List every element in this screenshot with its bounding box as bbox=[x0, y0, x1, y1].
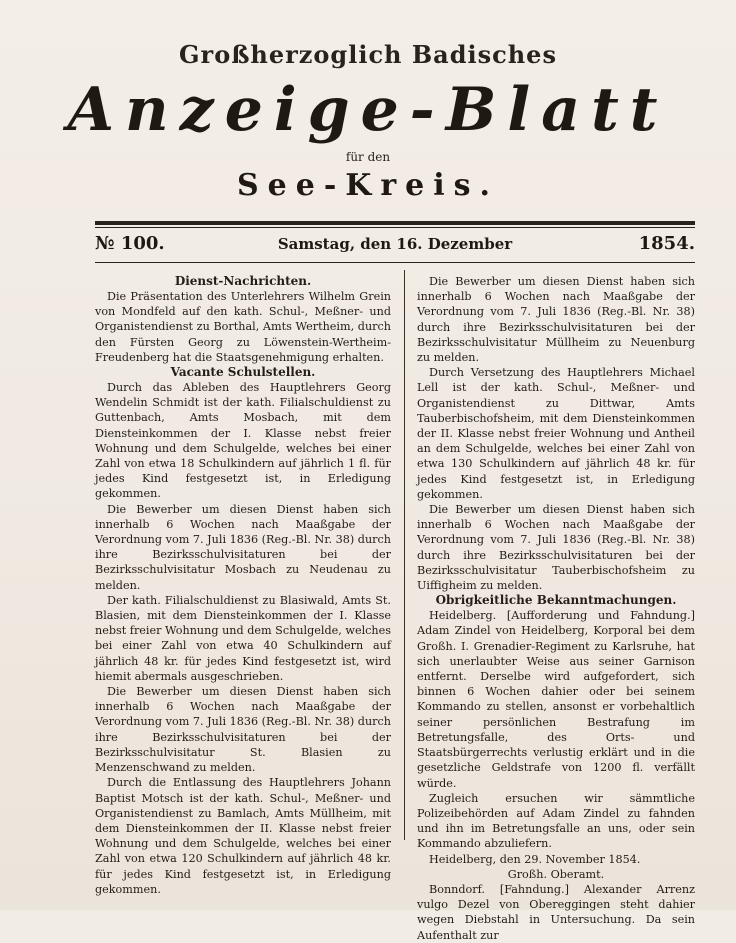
header-rule-thin bbox=[95, 227, 695, 228]
masthead-fur-den: für den bbox=[345, 150, 391, 164]
issue-number: № 100. bbox=[95, 233, 165, 254]
masthead-kreis: See-Kreis. bbox=[237, 168, 499, 203]
paragraph: Der kath. Filialschuldienst zu Blasiwald, Amts St. Blasien, mit dem Diensteinkommen der I. Klasse nebst freier Wohnung und dem Schulgelde, welches bei einer Zahl von etwa 40 Schulkindern auf jährlich 48 kr. für jedes Kind festgesetzt ist, wird hiemit abermals ausgeschrieben. bbox=[95, 593, 391, 683]
signature: Großh. Oberamt. bbox=[507, 867, 605, 881]
paragraph: Durch Versetzung des Hauptlehrers Michael Lell ist der kath. Schul-, Meßner- und Organistendienst zu Dittwar, Amts Tauberbischofsheim, mit dem Diensteinkommen der II. Klasse nebst freier Wohnung und Antheil an dem Schulgelde, welches bei einer Zahl von etwa 130 Schulkindern auf jährlich 48 kr. für jedes Kind festgesetzt ist, in Erledigung gekommen. bbox=[417, 366, 695, 501]
paragraph: Heidelberg. [Aufforderung und Fahndung.] Adam Zindel von Heidelberg, Korporal bei dem Großh. I. Grenadier-Regiment zu Karlsruhe, hat sich unerlaubter Weise aus seiner Garnison entfernt. Derselbe wird aufgefordert, sich binnen 6 Wochen dahier oder bei seinem Kommando zu stellen, ansonst er vorbehaltlich seiner persönlichen Bestrafung im Betretungsfalle, des Orts- und Staatsbürgerrechts verlustig erklärt und in die gesetzliche Geldstrafe von 1200 fl. verfällt würde. bbox=[417, 609, 695, 790]
column-divider bbox=[404, 270, 405, 840]
paragraph: Heidelberg, den 29. November 1854. bbox=[429, 852, 641, 866]
section-heading-dienst: Dienst-Nachrichten. bbox=[174, 274, 312, 288]
issue-line bbox=[95, 229, 695, 257]
paragraph: Bonndorf. [Fahndung.] Alexander Arrenz vulgo Dezel von Obereggingen steht dahier wegen Diebstahl in Untersuchung. Da sein Aufenthalt zur bbox=[417, 882, 695, 942]
paragraph: Die Bewerber um diesen Dienst haben sich innerhalb 6 Wochen nach Maaßgabe der Verordnung vom 7. Juli 1836 (Reg.-Bl. Nr. 38) durch ihre Bezirksschulvisitaturen bei der Bezirksschulvisitatur St. Blasien zu Menzenschwand zu melden. bbox=[95, 685, 391, 775]
paragraph: Durch das Ableben des Hauptlehrers Georg Wendelin Schmidt ist der kath. Filialschuldienst zu Guttenbach, Amts Mosbach, mit dem Diensteinkommen der I. Klasse nebst freier Wohnung und dem Schulgelde, welches bei einer Zahl von etwa 18 Schulkindern auf jährlich 1 fl. für jedes Kind festgesetzt ist, in Erledigung gekommen. bbox=[95, 381, 391, 501]
issue-date: Samstag, den 16. Dezember bbox=[277, 235, 513, 253]
paragraph: Durch die Entlassung des Hauptlehrers Johann Baptist Motsch ist der kath. Schul-, Meßner- und Organistendienst zu Bamlach, Amts Müllheim, mit dem Diensteinkommen der II. Klasse nebst freier Wohnung und dem Schulgelde, welches bei einer Zahl von etwa 120 Schulkindern auf jährlich 48 kr. für jedes Kind festgesetzt ist, in Erledigung gekommen. bbox=[95, 776, 391, 896]
masthead-title: Anzeige-Blatt bbox=[67, 75, 669, 145]
masthead-subtitle: Großherzoglich Badisches bbox=[179, 40, 557, 69]
paragraph: Die Bewerber um diesen Dienst haben sich innerhalb 6 Wochen nach Maaßgabe der Verordnung vom 7. Juli 1836 (Reg.-Bl. Nr. 38) durch ihre Bezirksschulvisitaturen bei der Bezirksschulvisitatur Tauberbischofsheim zu Uiffigheim zu melden. bbox=[417, 503, 695, 593]
paragraph: Die Bewerber um diesen Dienst haben sich innerhalb 6 Wochen nach Maaßgabe der Verordnung vom 7. Juli 1836 (Reg.-Bl. Nr. 38) durch ihre Bezirksschulvisitaturen bei der Bezirksschulvisitatur Mosbach zu Neudenau zu melden. bbox=[95, 502, 391, 592]
issue-rule bbox=[95, 262, 695, 263]
header-rule-thick bbox=[95, 221, 695, 225]
right-column bbox=[417, 274, 695, 943]
paragraph: Die Präsentation des Unterlehrers Wilhelm Grein von Mondfeld auf den kath. Schul-, Meßner- und Organistendienst zu Borthal, Amts Wertheim, durch den Fürsten Georg zu Löwenstein-Wertheim-Freudenberg hat die Staatsgenehmigung erhalten. bbox=[95, 290, 391, 364]
paragraph: Zugleich ersuchen wir sämmtliche Polizeibehörden auf Adam Zindel zu fahnden und ihn im Betretungsfalle an uns, oder sein Kommando abzuliefern. bbox=[417, 791, 695, 851]
issue-year: 1854. bbox=[638, 233, 695, 254]
left-column bbox=[95, 274, 391, 897]
section-heading-vacante: Vacante Schulstellen. bbox=[170, 365, 316, 380]
section-heading-obrigkeitliche: Obrigkeitliche Bekanntmachungen. bbox=[435, 593, 677, 608]
paragraph: Die Bewerber um diesen Dienst haben sich innerhalb 6 Wochen nach Maaßgabe der Verordnung vom 7. Juli 1836 (Reg.-Bl. Nr. 38) durch ihre Bezirksschulvisitaturen bei der Bezirksschulvisitatur Müllheim zu Neuenburg zu melden. bbox=[417, 275, 695, 365]
